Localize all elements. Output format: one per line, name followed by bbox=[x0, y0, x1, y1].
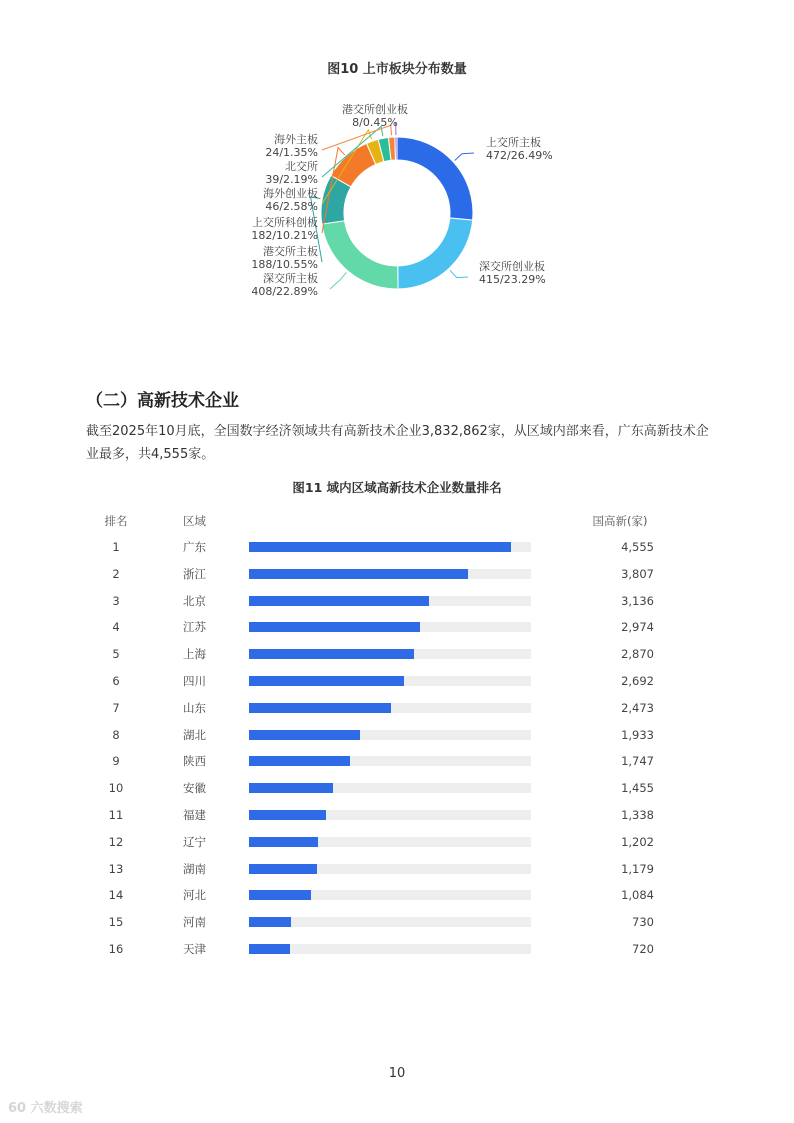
rank-cell: 15 bbox=[108, 915, 124, 930]
value-cell: 1,933 bbox=[621, 727, 654, 742]
bar-track bbox=[249, 864, 531, 874]
region-cell: 四川 bbox=[183, 674, 206, 688]
table-row bbox=[0, 592, 794, 618]
table-row bbox=[0, 752, 794, 778]
watermark-logo: 60 六数搜索 bbox=[8, 1101, 83, 1116]
table-row bbox=[0, 779, 794, 805]
bar-fill bbox=[249, 944, 290, 954]
value-cell: 1,338 bbox=[621, 808, 654, 822]
donut-slice bbox=[398, 218, 473, 289]
region-cell: 山东 bbox=[183, 700, 206, 715]
bar-track bbox=[249, 783, 531, 793]
donut-label-name: 上交所主板 bbox=[486, 136, 541, 149]
value-cell: 1,179 bbox=[621, 861, 654, 876]
bar-track bbox=[249, 622, 531, 632]
bar-track bbox=[249, 810, 531, 820]
bar-fill bbox=[249, 837, 318, 847]
bar-track bbox=[249, 890, 531, 900]
donut-chart-title: 图10 上市板块分布数量 bbox=[327, 62, 467, 77]
value-cell: 1,084 bbox=[621, 888, 654, 903]
rank-cell: 13 bbox=[108, 861, 124, 876]
bar-track bbox=[249, 944, 531, 954]
table-row bbox=[0, 699, 794, 725]
donut-slice bbox=[397, 137, 473, 220]
region-cell: 河南 bbox=[183, 915, 206, 930]
bar-fill bbox=[249, 649, 414, 659]
region-cell: 福建 bbox=[183, 808, 206, 822]
region-cell: 河北 bbox=[183, 888, 206, 903]
table-row bbox=[0, 806, 794, 832]
bar-fill bbox=[249, 756, 350, 766]
value-cell: 2,870 bbox=[621, 647, 654, 662]
value-cell: 2,974 bbox=[621, 620, 654, 635]
region-cell: 上海 bbox=[183, 647, 206, 662]
rank-cell: 2 bbox=[112, 566, 120, 581]
donut-label-name: 深交所主板 bbox=[263, 272, 318, 285]
bar-track bbox=[249, 649, 531, 659]
donut-chart bbox=[0, 0, 794, 340]
region-cell: 陕西 bbox=[183, 754, 206, 769]
header-rank: 排名 bbox=[104, 514, 128, 528]
table-row bbox=[0, 645, 794, 671]
value-cell: 1,202 bbox=[621, 834, 654, 849]
donut-leader-line bbox=[450, 270, 468, 277]
rank-cell: 12 bbox=[108, 834, 124, 849]
rank-cell: 4 bbox=[112, 620, 120, 635]
donut-label-value: 8/0.45% bbox=[352, 116, 398, 129]
donut-label-name: 上交所科创板 bbox=[252, 216, 318, 229]
rank-cell: 14 bbox=[108, 888, 124, 903]
bar-track bbox=[249, 596, 531, 606]
table-row bbox=[0, 940, 794, 966]
value-cell: 3,136 bbox=[621, 593, 654, 608]
region-cell: 北京 bbox=[183, 593, 206, 608]
bar-track bbox=[249, 917, 531, 927]
rank-cell: 6 bbox=[112, 674, 120, 688]
value-cell: 3,807 bbox=[621, 566, 654, 581]
ranking-table-title: 图11 域内区域高新技术企业数量排名 bbox=[292, 480, 502, 495]
donut-label-value: 188/10.55% bbox=[251, 258, 318, 271]
bar-track bbox=[249, 837, 531, 847]
section-heading: （二）高新技术企业 bbox=[86, 391, 239, 411]
bar-fill bbox=[249, 596, 429, 606]
table-row bbox=[0, 913, 794, 939]
rank-cell: 7 bbox=[112, 700, 120, 715]
table-row bbox=[0, 618, 794, 644]
donut-label-value: 182/10.21% bbox=[251, 229, 318, 242]
donut-label-name: 海外主板 bbox=[274, 133, 318, 146]
bar-fill bbox=[249, 542, 511, 552]
region-cell: 安徽 bbox=[183, 781, 206, 796]
bar-fill bbox=[249, 703, 391, 713]
value-cell: 2,473 bbox=[621, 700, 654, 715]
bar-fill bbox=[249, 864, 317, 874]
donut-label-name: 港交所创业板 bbox=[342, 103, 408, 116]
region-cell: 浙江 bbox=[183, 566, 206, 581]
rank-cell: 11 bbox=[108, 808, 124, 822]
value-cell: 720 bbox=[632, 942, 654, 956]
value-cell: 2,692 bbox=[621, 674, 654, 688]
table-row bbox=[0, 672, 794, 698]
bar-fill bbox=[249, 783, 333, 793]
donut-label-value: 46/2.58% bbox=[265, 200, 318, 213]
donut-label-value: 472/26.49% bbox=[486, 149, 553, 162]
bar-fill bbox=[249, 890, 311, 900]
value-cell: 1,455 bbox=[621, 781, 654, 796]
region-cell: 辽宁 bbox=[183, 834, 206, 849]
bar-track bbox=[249, 569, 531, 579]
donut-label-name: 海外创业板 bbox=[263, 187, 318, 200]
donut-label-name: 深交所创业板 bbox=[479, 260, 545, 273]
donut-label-value: 415/23.29% bbox=[479, 273, 546, 286]
table-row bbox=[0, 860, 794, 886]
value-cell: 730 bbox=[632, 915, 654, 930]
section-paragraph: 截至2025年10月底，全国数字经济领域共有高新技术企业3,832,862家，从区域内部来看，广东高新技术企业最多，共4,555家。 bbox=[86, 424, 709, 462]
page-number: 10 bbox=[388, 1066, 406, 1081]
table-row bbox=[0, 833, 794, 859]
bar-track bbox=[249, 730, 531, 740]
table-row bbox=[0, 565, 794, 591]
rank-cell: 8 bbox=[112, 727, 120, 742]
donut-leader-line bbox=[330, 272, 346, 289]
header-region: 区域 bbox=[183, 514, 206, 528]
table-row bbox=[0, 538, 794, 564]
table-row bbox=[0, 726, 794, 752]
rank-cell: 3 bbox=[112, 593, 120, 608]
bar-track bbox=[249, 756, 531, 766]
bar-fill bbox=[249, 676, 404, 686]
region-cell: 广东 bbox=[183, 540, 206, 554]
region-cell: 江苏 bbox=[183, 620, 206, 635]
table-row bbox=[0, 886, 794, 912]
region-cell: 湖北 bbox=[183, 727, 206, 742]
bar-fill bbox=[249, 622, 420, 632]
rank-cell: 9 bbox=[112, 754, 120, 769]
donut-label-value: 24/1.35% bbox=[265, 146, 318, 159]
value-cell: 4,555 bbox=[621, 540, 654, 554]
bar-track bbox=[249, 703, 531, 713]
value-cell: 1,747 bbox=[621, 754, 654, 769]
rank-cell: 5 bbox=[112, 647, 120, 662]
bar-track bbox=[249, 542, 531, 552]
donut-label-value: 39/2.19% bbox=[265, 173, 318, 186]
donut-leader-line bbox=[455, 153, 474, 160]
donut-label-name: 北交所 bbox=[285, 160, 318, 173]
region-cell: 天津 bbox=[183, 942, 206, 956]
bar-fill bbox=[249, 917, 291, 927]
bar-fill bbox=[249, 810, 326, 820]
rank-cell: 10 bbox=[108, 781, 124, 796]
donut-label-value: 408/22.89% bbox=[251, 285, 318, 298]
bar-fill bbox=[249, 730, 360, 740]
rank-cell: 16 bbox=[108, 942, 124, 956]
bar-track bbox=[249, 676, 531, 686]
donut-label-name: 港交所主板 bbox=[263, 245, 318, 258]
bar-fill bbox=[249, 569, 468, 579]
rank-cell: 1 bbox=[112, 540, 120, 554]
header-value: 国高新(家) bbox=[592, 514, 648, 528]
donut-slice bbox=[322, 221, 398, 289]
donut-slice bbox=[395, 137, 397, 160]
region-cell: 湖南 bbox=[183, 861, 206, 876]
